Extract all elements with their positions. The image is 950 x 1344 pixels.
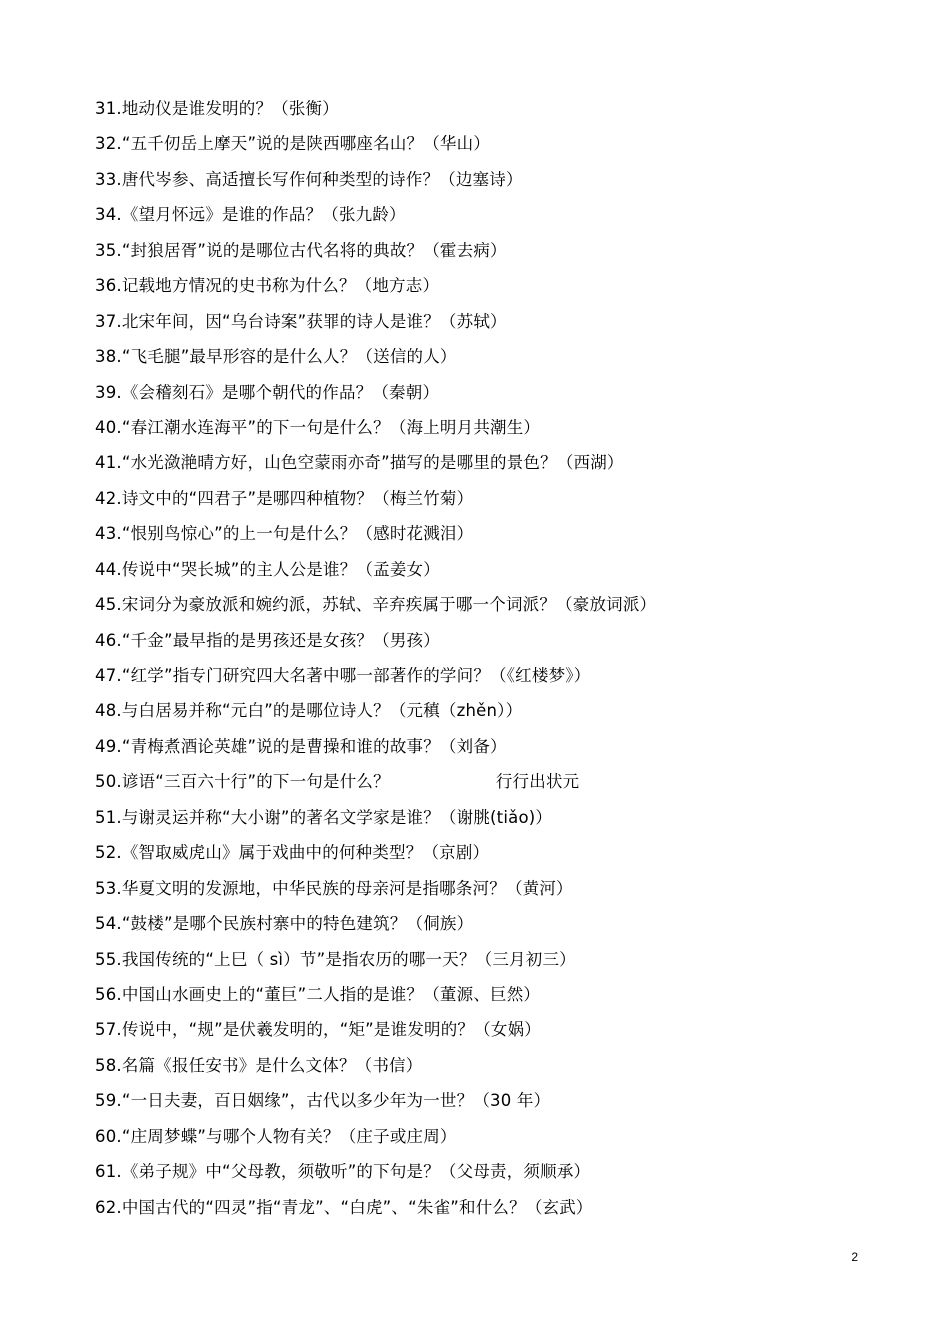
question-51: 51.与谢灵运并称“大小谢”的著名文学家是谁？（谢朓(tiǎo)） bbox=[95, 807, 553, 827]
question-37: 37.北宋年间，因“乌台诗案”获罪的诗人是谁？（苏轼） bbox=[95, 311, 507, 331]
question-58: 58.名篇《报任安书》是什么文体？（书信） bbox=[95, 1055, 423, 1075]
question-62: 62.中国古代的“四灵”指“青龙”、“白虎”、“朱雀”和什么？（玄武） bbox=[95, 1197, 593, 1217]
question-55: 55.我国传统的“上巳（ sì）节”是指农历的哪一天？（三月初三） bbox=[95, 949, 576, 969]
question-57: 57.传说中，“规”是伏羲发明的，“矩”是谁发明的？（女娲） bbox=[95, 1020, 541, 1040]
question-46: 46.“千金”最早指的是男孩还是女孩？（男孩） bbox=[95, 630, 440, 650]
question-50-answer: 行行出状元 bbox=[495, 772, 580, 792]
question-32: 32.“五千仞岳上摩天”说的是陕西哪座名山？（华山） bbox=[95, 134, 491, 154]
question-43: 43.“恨别鸟惊心”的上一句是什么？（感时花溅泪） bbox=[95, 524, 474, 544]
question-42: 42.诗文中的“四君子”是哪四种植物？（梅兰竹菊） bbox=[95, 488, 474, 508]
question-36: 36.记载地方情况的史书称为什么？（地方志） bbox=[95, 276, 440, 296]
question-35: 35.“封狼居胥”说的是哪位古代名将的典故？（霍去病） bbox=[95, 240, 507, 260]
question-44: 44.传说中“哭长城”的主人公是谁？（孟姜女） bbox=[95, 559, 440, 579]
question-34: 34.《望月怀远》是谁的作品？（张九龄） bbox=[95, 205, 406, 225]
question-61: 61.《弟子规》中“父母教，须敬听”的下句是？（父母责，须顺承） bbox=[95, 1162, 591, 1182]
question-38: 38.“飞毛腿”最早形容的是什么人？（送信的人） bbox=[95, 347, 457, 367]
question-41: 41.“水光潋滟晴方好，山色空蒙雨亦奇”描写的是哪里的景色？（西湖） bbox=[95, 453, 624, 473]
question-48: 48.与白居易并称“元白”的是哪位诗人？（元稹（zhěn）） bbox=[95, 701, 523, 721]
question-52: 52.《智取威虎山》属于戏曲中的何种类型？（京剧） bbox=[95, 843, 490, 863]
question-49: 49.“青梅煮酒论英雄”说的是曹操和谁的故事？（刘备） bbox=[95, 736, 507, 756]
question-50-text: 50.谚语“三百六十行”的下一句是什么？ bbox=[95, 772, 390, 792]
page-number: 2 bbox=[851, 1250, 858, 1264]
question-53: 53.华夏文明的发源地，中华民族的母亲河是指哪条河？（黄河） bbox=[95, 878, 573, 898]
question-56: 56.中国山水画史上的“董巨”二人指的是谁？（董源、巨然） bbox=[95, 984, 541, 1004]
question-45: 45.宋词分为豪放派和婉约派，苏轼、辛弃疾属于哪一个词派？（豪放词派） bbox=[95, 595, 657, 615]
question-39: 39.《会稽刻石》是哪个朝代的作品？（秦朝） bbox=[95, 382, 440, 402]
question-31: 31.地动仪是谁发明的？（张衡） bbox=[95, 99, 339, 118]
question-33: 33.唐代岑参、高适擅长写作何种类型的诗作？（边塞诗） bbox=[95, 169, 523, 189]
question-60: 60.“庄周梦蝶”与哪个人物有关？（庄子或庄周） bbox=[95, 1126, 457, 1146]
question-list bbox=[95, 95, 895, 1229]
question-40: 40.“春江潮水连海平”的下一句是什么？（海上明月共潮生） bbox=[95, 417, 541, 437]
question-47: 47.“红学”指专门研究四大名著中哪一部著作的学问？（《红楼梦》） bbox=[95, 666, 591, 685]
question-59: 59.“一日夫妻，百日姻缘”，古代以多少年为一世？（30 年） bbox=[95, 1091, 551, 1111]
question-50 bbox=[95, 768, 895, 803]
question-54: 54.“鼓楼”是哪个民族村寨中的特色建筑？（侗族） bbox=[95, 914, 474, 934]
